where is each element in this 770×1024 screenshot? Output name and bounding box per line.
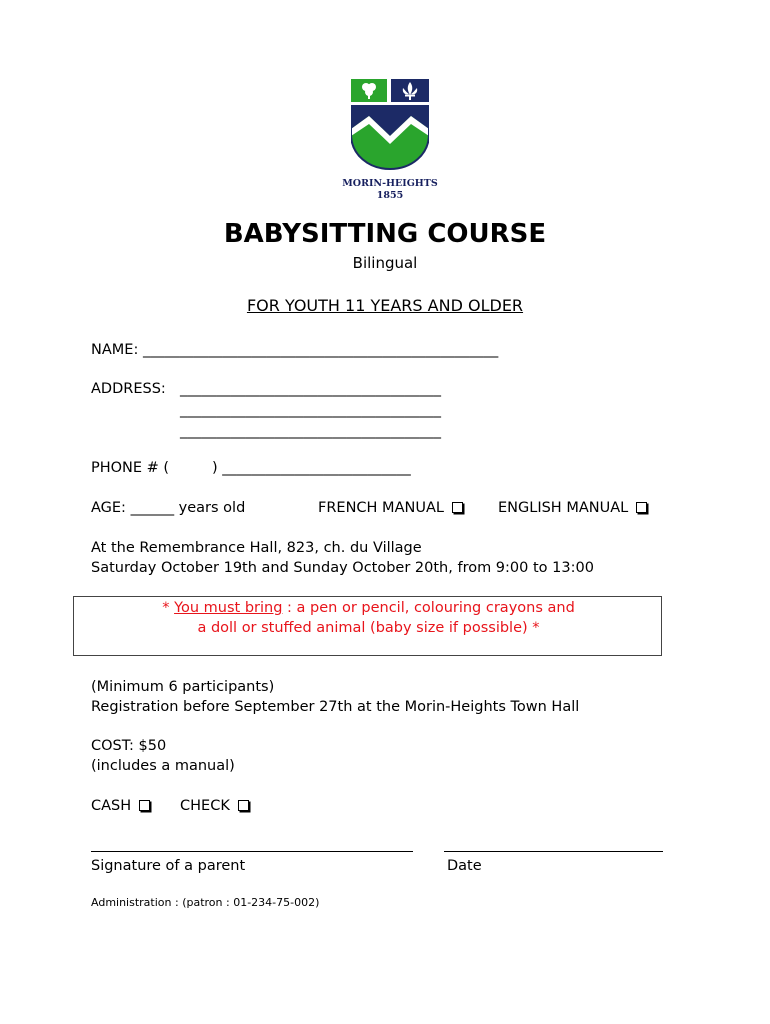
schedule-line: Saturday October 19th and Sunday October 20th, from 9:00 to 13:00 <box>91 560 594 576</box>
name-row <box>91 342 498 358</box>
phone-row <box>212 460 411 476</box>
signature-label: Signature of a parent <box>91 858 246 874</box>
registration-deadline: Registration before September 27th at the Morin-Heights Town Hall <box>91 699 580 715</box>
page-subtitle: Bilingual <box>352 254 418 272</box>
bring-items-notice <box>73 596 662 656</box>
cash-label: CASH <box>91 798 132 814</box>
bring-items-1: : a pen or pencil, colouring crayons and <box>282 600 575 616</box>
english-manual-option <box>498 500 647 516</box>
bring-line-2: a doll or stuffed animal (baby size if possible) * <box>197 620 540 636</box>
bring-line-1 <box>74 600 663 616</box>
location-line: At the Remembrance Hall, 823, ch. du Village <box>91 540 422 556</box>
date-label: Date <box>447 858 482 874</box>
phone-field[interactable]: __________________________ <box>222 460 411 476</box>
address-field-line-1[interactable]: ____________________________________ <box>180 381 441 397</box>
check-checkbox[interactable] <box>238 800 249 811</box>
french-manual-checkbox[interactable] <box>452 502 463 513</box>
phone-area-close: ) <box>212 460 218 476</box>
cash-option <box>91 798 150 814</box>
check-label: CHECK <box>180 798 230 814</box>
check-option <box>180 798 249 814</box>
audience-heading: FOR YOUTH 11 YEARS AND OLDER <box>246 296 524 315</box>
english-manual-checkbox[interactable] <box>636 502 647 513</box>
english-manual-label: ENGLISH MANUAL <box>498 500 629 516</box>
date-line[interactable] <box>444 851 663 852</box>
address-field-line-2[interactable]: ____________________________________ <box>180 402 441 418</box>
phone-label: PHONE # ( <box>91 460 170 476</box>
minimum-participants: (Minimum 6 participants) <box>91 679 275 695</box>
name-label: NAME: <box>91 342 143 358</box>
cost-note: (includes a manual) <box>91 758 235 774</box>
org-name: MORIN-HEIGHTS <box>342 178 438 189</box>
french-manual-label: FRENCH MANUAL <box>318 500 444 516</box>
french-manual-option <box>318 500 463 516</box>
signature-line[interactable] <box>91 851 413 852</box>
cash-checkbox[interactable] <box>139 800 150 811</box>
address-field-line-3[interactable]: ____________________________________ <box>180 423 441 439</box>
age-row <box>91 500 245 516</box>
bring-label: You must bring <box>174 600 283 616</box>
age-field[interactable]: ______ <box>130 500 175 516</box>
admin-footer: Administration : (patron : 01-234-75-002) <box>91 896 320 909</box>
name-field[interactable]: _________________________________________________ <box>142 342 499 358</box>
organization-name <box>340 178 440 202</box>
address-label: ADDRESS: <box>91 381 166 397</box>
cost-amount: COST: $50 <box>91 738 167 754</box>
page-title: BABYSITTING COURSE <box>223 219 547 249</box>
org-year: 1855 <box>376 190 404 201</box>
age-unit: years old <box>178 500 246 516</box>
age-label: AGE: <box>91 500 126 516</box>
bring-prefix: * <box>162 600 175 616</box>
morin-heights-crest-logo <box>351 79 429 171</box>
